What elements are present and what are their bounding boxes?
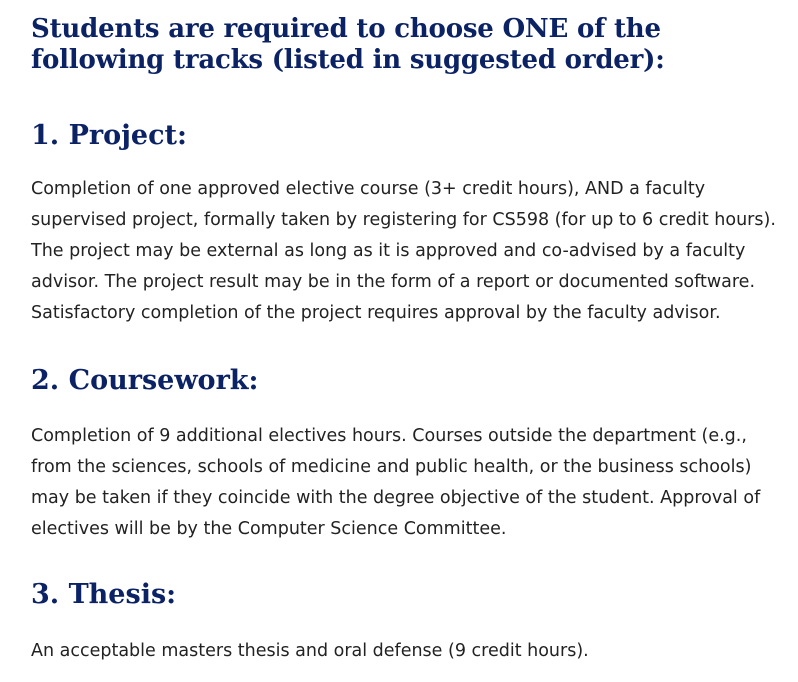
track-heading-project: 1. Project: bbox=[31, 120, 187, 151]
track-description-thesis: An acceptable masters thesis and oral defense (9 credit hours). bbox=[31, 641, 589, 661]
tracks-intro-heading: Students are required to choose ONE of the following tracks (listed in suggested order): bbox=[31, 14, 665, 75]
track-heading-coursework: 2. Coursework: bbox=[31, 365, 259, 396]
track-heading-thesis: 3. Thesis: bbox=[31, 579, 177, 610]
track-description-project: Completion of one approved elective course (3+ credit hours), AND a faculty supervised project, formally taken by registering for CS598 (for up to 6 credit hours). The project may be external as long as it is approved and co-advised by a faculty advisor. The project result may be in the form of a report or documented software. Satisfactory completion of the project requires approval by the faculty advisor. bbox=[31, 179, 776, 323]
track-description-coursework: Completion of 9 additional electives hours. Courses outside the department (e.g., from the sciences, schools of medicine and public health, or the business schools) may be taken if they coincide with the degree objective of the student. Approval of electives will be by the Computer Science Committee. bbox=[31, 426, 761, 539]
degree-requirements-section bbox=[31, 0, 793, 667]
